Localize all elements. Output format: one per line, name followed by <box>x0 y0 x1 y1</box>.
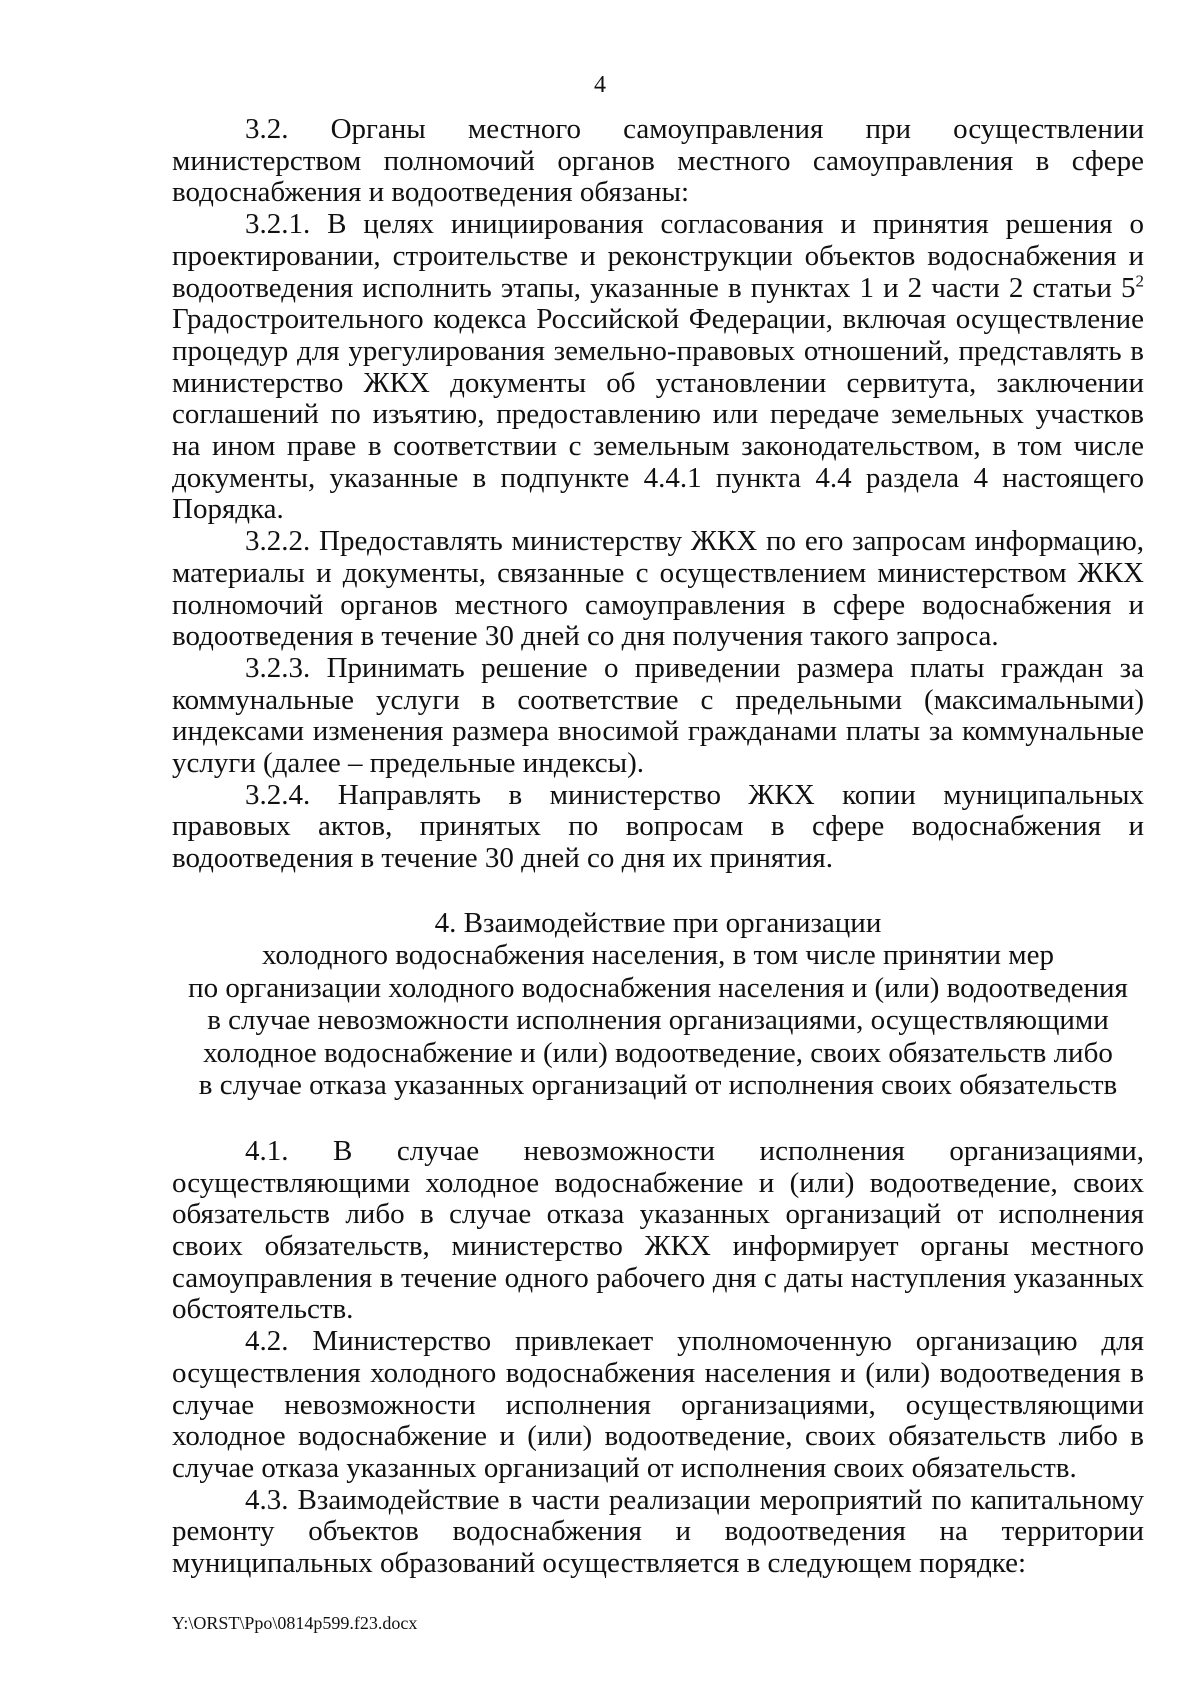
paragraph-3-2: 3.2. Органы местного самоуправления при осуществлении министерством полномочий органов местного самоуправления в сфере водоснабжения и водоотведения обязаны: <box>172 113 1144 209</box>
article-superscript: 2 <box>1135 270 1144 290</box>
page-number: 4 <box>594 72 606 98</box>
paragraph-4-1: 4.1. В случае невозможности исполнения организациями, осуществляющими холодное водоснабжение и (или) водоотведение, своих обязательств либо в случае отказа указанных организаций от исполнения своих обязательств, министерство ЖКХ информирует органы местного самоуправления в течение одного рабочего дня с даты наступления указанных обстоятельств. <box>172 1134 1144 1326</box>
paragraph-3-2-2: 3.2.2. Предоставлять министерству ЖКХ по его запросам информацию, материалы и документы, связанные с осуществлением министерством ЖКХ полномочий органов местного самоуправления в сфере водоснабжения и водоотведения в течение 30 дней со дня получения такого запроса. <box>172 525 1144 653</box>
section-heading-line: в случае отказа указанных организаций от исполнения своих обязательств <box>198 1069 1118 1102</box>
paragraph-3-2-3: 3.2.3. Принимать решение о приведении размера платы граждан за коммунальные услуги в соответствие с предельными (максимальными) индексами изменения размера вносимой гражданами платы за коммунальные услуги (далее – предельные индексы). <box>172 651 1144 780</box>
section-heading-line: в случае невозможности исполнения организациями, осуществляющими <box>207 1004 1109 1037</box>
paragraph-4-2: 4.2. Министерство привлекает уполномоченную организацию для осуществления холодного водоснабжения населения и (или) водоотведения в случае невозможности исполнения организациями, осуществляющими холодное водоснабжение и (или) водоотведение, своих обязательств либо в случае отказа указанных организаций от исполнения своих обязательств. <box>172 1325 1144 1484</box>
paragraph-3-2-1-text-after: Градостроительного кодекса Российской Федерации, включая осуществление процедур для урегулирования земельно-правовых отношений, представлять в министерство ЖКХ документы об установлении сервитута, заключении соглашений по изъятию, предоставлению или передаче земельных участков на ином праве в соответствии с земельным законодательством, в том числе документы, указанные в подпункте 4.4.1 пункта 4.4 раздела 4 настоящего Порядка. <box>172 303 1144 526</box>
paragraph-3-2-4: 3.2.4. Направлять в министерство ЖКХ копии муниципальных правовых актов, принятых по вопросам в сфере водоснабжения и водоотведения в течение 30 дней со дня их принятия. <box>172 778 1144 875</box>
section-heading-line: холодное водоснабжение и (или) водоотведение, своих обязательств либо <box>203 1036 1113 1069</box>
paragraph-3-2-1 <box>172 209 1144 526</box>
document-body <box>172 114 1144 1580</box>
paragraph-3-2-1-text: 3.2.1. В целях инициирования согласования и принятия решения о проектировании, строительстве и реконструкции объектов водоснабжения и водоотведения исполнить этапы, указанные в пунктах 1 и 2 части 2 статьи 5 <box>172 208 1144 304</box>
section-heading-line: холодного водоснабжения населения, в том числе принятии мер <box>261 939 1055 972</box>
section-heading-line: по организации холодного водоснабжения населения и (или) водоотведения <box>188 971 1128 1004</box>
footer-file-path: Y:\ORST\Ppo\0814p599.f23.docx <box>172 1613 418 1633</box>
spacer <box>172 875 1144 907</box>
section-4-heading <box>172 907 1144 1102</box>
paragraph-4-3: 4.3. Взаимодействие в части реализации мероприятий по капитальному ремонту объектов водоснабжения и водоотведения на территории муниципальных образований осуществляется в следующем порядке: <box>172 1483 1144 1580</box>
section-heading-line: 4. Взаимодействие при организации <box>434 906 882 939</box>
spacer <box>172 1102 1144 1136</box>
